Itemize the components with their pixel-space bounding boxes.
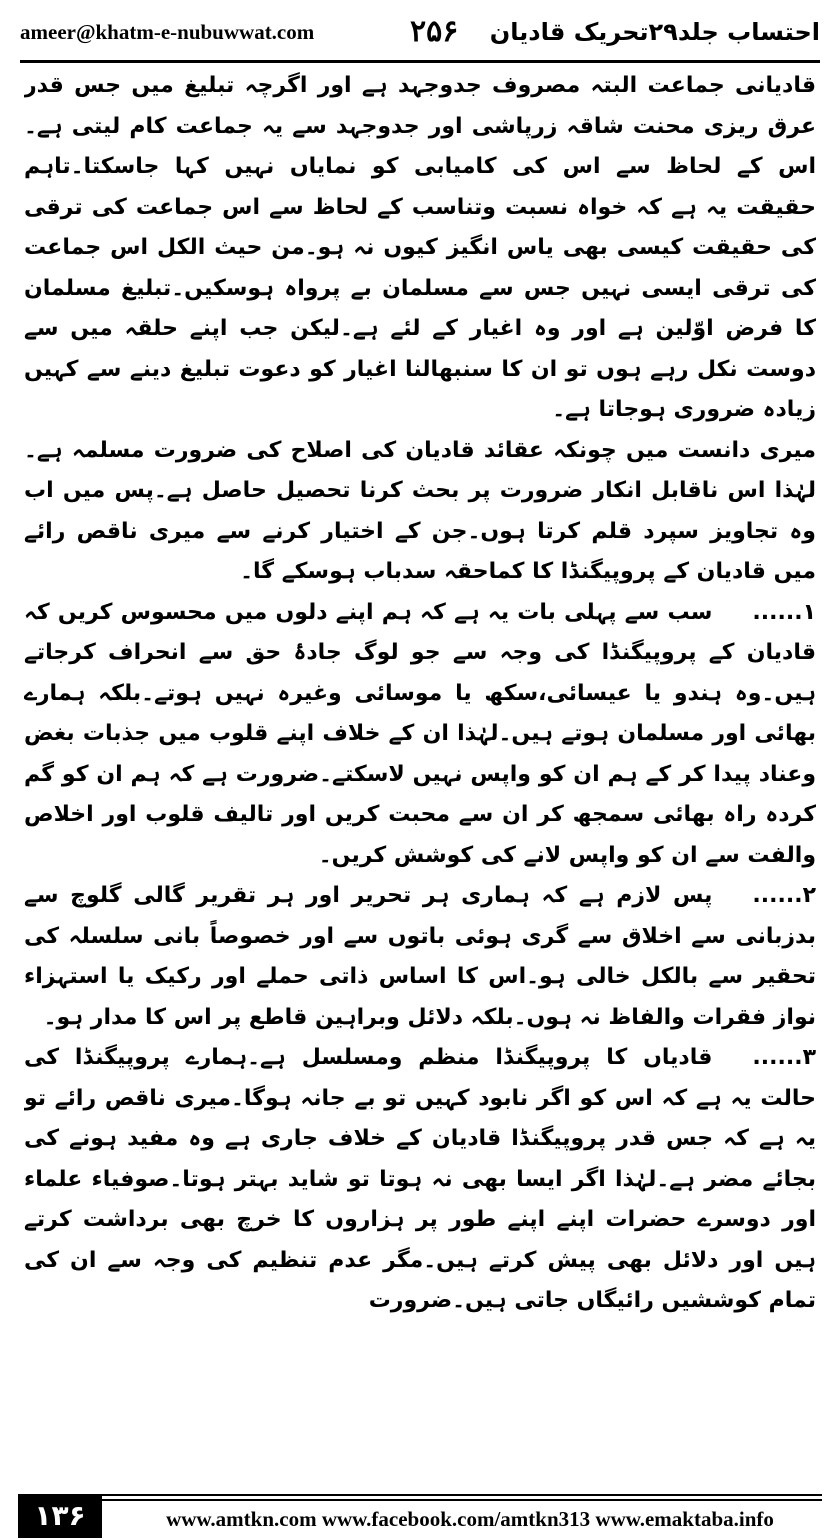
page-footer — [0, 1492, 840, 1540]
numbered-item — [24, 876, 816, 1038]
page-body — [24, 66, 816, 1476]
header-email: ameer@khatm-e-nubuwwat.com — [20, 20, 315, 44]
header-title: احتساب جلد۲۹تحریک قادیان — [489, 18, 820, 46]
paragraph: قادیانی جماعت البتہ مصروف جدوجہد ہے اور اگرچہ تبلیغ میں جس قدر عرق ریزی محنت شاقہ زرپاشی اور جدوجہد سے یہ جماعت کام لیتی ہے۔اس کے لحاظ سے اس کی کامیابی کو نمایاں نہیں کہا جاسکتا۔تاہم حقیقت یہ ہے کہ خواہ نسبت وتناسب کے لحاظ سے اس جماعت کی ترقی کی حقیقت کیسی بھی یاس انگیز کیوں نہ ہو۔من حیث الکل اس جماعت کی ترقی ایسی نہیں جس سے مسلمان بے پرواہ ہوسکیں۔تبلیغ مسلمان کا فرض اوّلین ہے اور وہ اغیار کے لئے ہے۔لیکن جب اپنے حلقہ میں سے دوست نکل رہے ہوں تو ان کا سنبھالنا اغیار کو دعوت تبلیغ دینے سے کہیں زیادہ ضروری ہوجاتا ہے۔ — [24, 73, 816, 422]
footer-rule — [102, 1494, 822, 1496]
footer-rule — [102, 1499, 822, 1501]
footer-page-number: ۱۳۶ — [18, 1494, 102, 1538]
item-text: سب سے پہلی بات یہ ہے کہ ہم اپنے دلوں میں محسوس کریں کہ قادیان کے پروپیگنڈا کی وجہ سے جو لوگ جادۂ حق سے انحراف کرجاتے ہیں۔وہ ہندو یا عیسائی،سکھ یا موسائی وغیرہ نہیں ہوتے۔بلکہ ہمارے بھائی اور مسلمان ہوتے ہیں۔لہٰذا ان کے خلاف اپنے قلوب میں جذبات بغض وعناد پیدا کر کے ہم ان کو واپس نہیں لاسکتے۔ضرورت ہے کہ ہم ان کو گم کردہ راہ بھائی سمجھ کر ان سے محبت کریں اور تالیف قلوب اور اخلاص والفت سے ان کو واپس لانے کی کوشش کریں۔ — [24, 599, 816, 868]
numbered-item — [24, 1038, 816, 1322]
item-text: پس لازم ہے کہ ہماری ہر تحریر اور ہر تقریر گالی گلوچ سے بدزبانی سے اخلاق سے گری ہوئی باتوں سے اور خصوصاً بانی سلسلہ کی تحقیر سے بالکل خالی ہو۔اس کا اساس ذاتی حملے اور رکیک یا استہزاء نواز فقرات والفاظ نہ ہوں۔بلکہ دلائل وبراہین قاطع پر اس کا مدار ہو۔ — [24, 883, 816, 1030]
item-text: قادیاں کا پروپیگنڈا منظم ومسلسل ہے۔ہمارے پروپیگنڈا کی حالت یہ ہے کہ اس کو اگر نابود کہیں تو بے جانہ ہوگا۔میری ناقص رائے تو یہ ہے کہ جس قدر پروپیگنڈا قادیان کے خلاف جاری ہے وہ مفید ہونے کی بجائے مضر ہے۔لہٰذا اگر ایسا بھی نہ ہوتا تو شاید بہتر ہوتا۔صوفیاء علماء اور دوسرے حضرات اپنے اپنے طور پر ہزاروں کا خرچ بھی برداشت کرتے ہیں اور دلائل بھی پیش کرتے ہیں۔مگر عدم تنظیم کی وجہ سے ان کی تمام کوششیں رائیگاں جاتی ہیں۔ضرورت — [24, 1045, 816, 1313]
paragraph: میری دانست میں چونکہ عقائد قادیان کی اصلاح کی ضرورت مسلمہ ہے۔لہٰذا اس ناقابل انکار ضرورت پر بحث کرنا تحصیل حاصل ہے۔پس میں اب وہ تجاویز سپرد قلم کرتا ہوں۔جن کے اختیار کرنے سے میری ناقص رائے میں قادیان کے پروپیگنڈا کا کماحقہ سدباب ہوسکے گا۔ — [24, 437, 816, 584]
item-number: ۱...... — [752, 599, 816, 625]
item-number: ۲...... — [752, 883, 816, 908]
header-rule — [20, 60, 820, 63]
item-number: ۳...... — [752, 1045, 816, 1070]
numbered-item — [24, 593, 816, 877]
header-page-number: ۲۵۶ — [410, 14, 459, 49]
page-header — [20, 14, 820, 58]
footer-urls: www.amtkn.com www.facebook.com/amtkn313 www.emaktaba.info — [166, 1507, 774, 1531]
